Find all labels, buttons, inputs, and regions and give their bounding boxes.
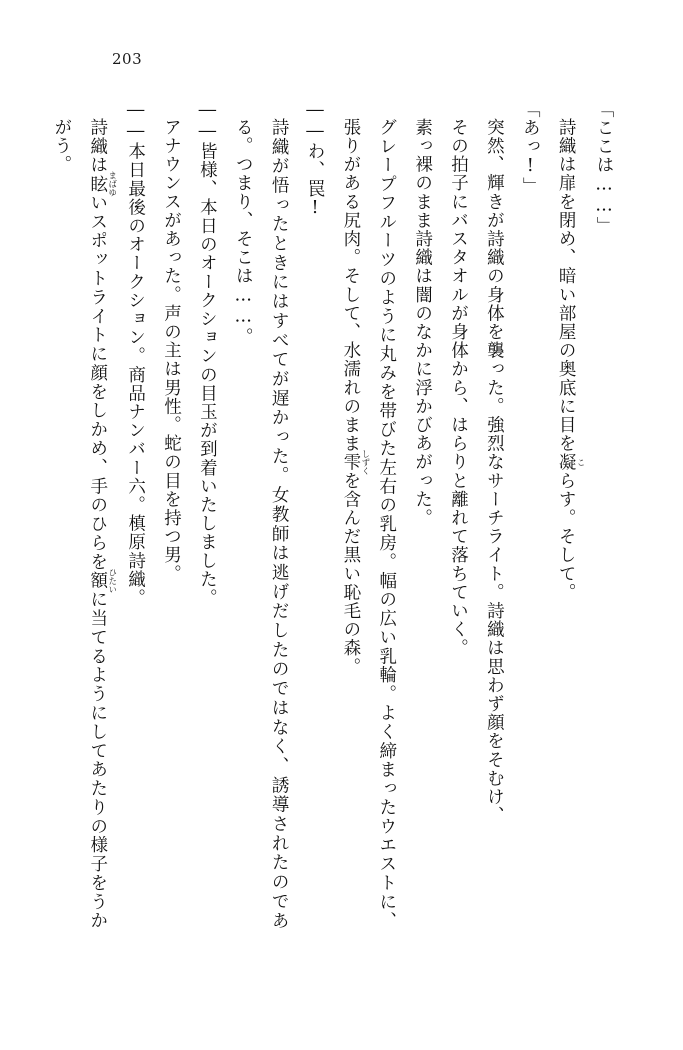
paragraph: ――本日最後のオークション。商品ナンバー六。槙原詩織。 (125, 100, 146, 608)
body-text (51, 100, 621, 930)
ruby-shizuku: 雫 しずく (340, 449, 370, 475)
paragraph: 詩織は扉を閉め、暗い部屋の奥底に目を凝 こらす。そして。 (556, 118, 586, 602)
page-number: 203 (112, 50, 143, 68)
paragraph: グレープフルーツのように丸みを帯びた左右の乳房。幅の広い乳輪。よく締まったウエストに、張りがある尻肉。そして、水濡れのまま雫 しずくを含んだ黒い恥毛の森。 (340, 118, 397, 930)
paragraph: 「あっ!」 (520, 100, 541, 196)
paragraph: アナウンスがあった。声の主は男性。蛇の目を持つ男。 (161, 118, 182, 583)
paragraph: その拍子にバスタオルが身体から、はらりと離れて落ちていく。 (448, 118, 469, 658)
paragraph: 素っ裸のまま詩織は闇のなかに浮かびあがった。 (412, 118, 433, 528)
paragraph: 詩織は眩 まばゆいスポットライトに顔をしかめ、手のひらを額 ひたいに当てるようにしてあたりの様子をうかがう。 (51, 118, 117, 930)
ruby-hitai: 額 ひたい (87, 567, 117, 594)
paragraph: 「ここは……」 (594, 100, 614, 236)
ruby-kogorasu: 凝 こ (556, 452, 586, 472)
paragraph: 突然、輝きが詩織の身体を襲った。強烈なサーチライト。詩織は思わず顔をそむけ、 (484, 118, 505, 825)
ruby-mabayui: 眩 まばゆ (87, 171, 117, 197)
paragraph: ――皆様、本日のオークションの目玉が到着いたしました。 (197, 100, 218, 608)
paragraph: 詩織が悟ったときにはすべてが遅かった。女教師は逃げだしたのではなく、誘導されたのである。つまり、そこは……。 (233, 118, 290, 930)
paragraph: ――わ、罠! (305, 100, 325, 220)
